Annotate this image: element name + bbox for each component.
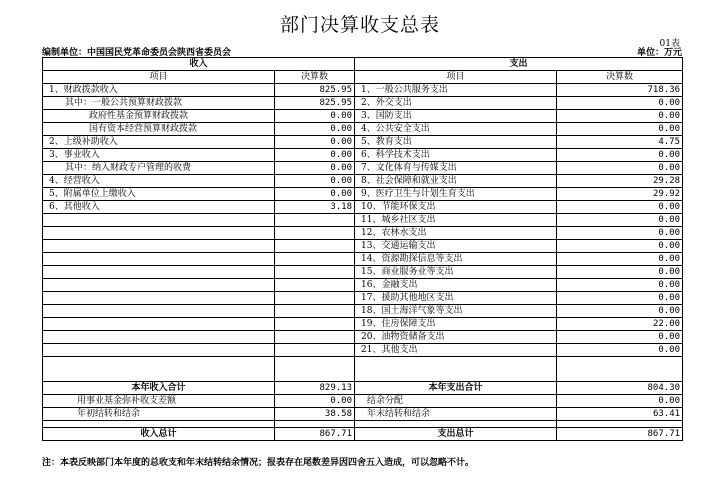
- expense-item-value: 0.00: [557, 214, 683, 227]
- expense-item-label: 2、外交支出: [355, 97, 557, 110]
- empty-cell: [275, 266, 355, 279]
- income-item-label: 国有资本经营预算财政拨款: [43, 123, 275, 136]
- expense-item-value: 0.00: [557, 266, 683, 279]
- empty-cell: [43, 357, 275, 382]
- income-item-header: 项目: [43, 71, 275, 84]
- expense-item-value: 0.00: [557, 344, 683, 357]
- empty-cell: [355, 357, 557, 382]
- income-item-label: 其中：一般公共预算财政拨款: [43, 97, 275, 110]
- expense-item-label: 15、商业服务业等支出: [355, 266, 557, 279]
- income-item-value: 0.00: [275, 136, 355, 149]
- expense-item-value: 0.00: [557, 305, 683, 318]
- expense-item-value: 29.28: [557, 175, 683, 188]
- expense-amount-header: 决算数: [557, 71, 683, 84]
- grand-expense-value: 867.71: [557, 428, 683, 441]
- expense-section-header: 支出: [355, 58, 683, 71]
- reserve-row: [43, 395, 683, 408]
- empty-cell: [43, 227, 275, 240]
- empty-cell: [43, 266, 275, 279]
- grand-expense-label: 支出总计: [355, 428, 557, 441]
- expense-item-value: 0.00: [557, 149, 683, 162]
- table-row: [43, 318, 683, 331]
- income-item-value: 3.18: [275, 201, 355, 214]
- table-row: [43, 123, 683, 136]
- empty-cell: [43, 305, 275, 318]
- table-row: [43, 279, 683, 292]
- income-item-label: 3、事业收入: [43, 149, 275, 162]
- table-row: [43, 344, 683, 357]
- income-item-label: 政府性基金预算财政拨款: [43, 110, 275, 123]
- expense-item-value: 0.00: [557, 162, 683, 175]
- expense-item-label: 3、国防支出: [355, 110, 557, 123]
- expense-item-label: 11、城乡社区支出: [355, 214, 557, 227]
- expense-item-value: 4.75: [557, 136, 683, 149]
- empty-cell: [43, 240, 275, 253]
- empty-cell: [275, 331, 355, 344]
- table-row: [43, 214, 683, 227]
- income-item-label: 其中：纳入财政专户管理的收费: [43, 162, 275, 175]
- table-row: [43, 227, 683, 240]
- empty-cell: [43, 344, 275, 357]
- distribution-value: 0.00: [557, 395, 683, 408]
- expense-item-value: 0.00: [557, 240, 683, 253]
- table-row: [43, 162, 683, 175]
- income-item-label: 5、附属单位上缴收入: [43, 188, 275, 201]
- expense-item-label: 10、节能环保支出: [355, 201, 557, 214]
- income-item-label: 1、财政拨款收入: [43, 84, 275, 97]
- empty-cell: [275, 357, 355, 382]
- section-header-row: [43, 58, 683, 71]
- expense-item-label: 16、金融支出: [355, 279, 557, 292]
- unit-row: [42, 45, 682, 57]
- expense-item-value: 0.00: [557, 292, 683, 305]
- table-row: [43, 149, 683, 162]
- org-label: 编制单位：中国国民党革命委员会陕西省委员会: [42, 48, 232, 58]
- empty-cell: [43, 421, 275, 428]
- expense-item-label: 12、农林水支出: [355, 227, 557, 240]
- spacer-row: [43, 421, 683, 428]
- income-item-value: 0.00: [275, 110, 355, 123]
- empty-cell: [43, 253, 275, 266]
- expense-item-value: 0.00: [557, 331, 683, 344]
- expense-item-label: 21、其他支出: [355, 344, 557, 357]
- empty-cell: [43, 214, 275, 227]
- empty-cell: [275, 240, 355, 253]
- expense-item-label: 18、国土海洋气象等支出: [355, 305, 557, 318]
- income-item-value: 825.95: [275, 97, 355, 110]
- income-total-value: 829.13: [275, 382, 355, 395]
- carry-out-value: 63.41: [557, 408, 683, 421]
- expense-item-value: 0.00: [557, 227, 683, 240]
- column-header-row: [43, 71, 683, 84]
- table-row: [43, 266, 683, 279]
- empty-cell: [275, 253, 355, 266]
- expense-item-label: 17、援助其他地区支出: [355, 292, 557, 305]
- unit-label: 单位：万元: [636, 48, 682, 58]
- income-item-value: 0.00: [275, 149, 355, 162]
- grand-total-row: [43, 428, 683, 441]
- page-title: 部门决算收支总表: [279, 14, 440, 36]
- table-row: [43, 110, 683, 123]
- income-item-value: 0.00: [275, 162, 355, 175]
- table-row: [43, 305, 683, 318]
- empty-cell: [557, 357, 683, 382]
- table-row: [43, 84, 683, 97]
- expense-item-value: 0.00: [557, 279, 683, 292]
- expense-item-label: 7、文化体育与传媒支出: [355, 162, 557, 175]
- expense-item-value: 0.00: [557, 97, 683, 110]
- distribution-label: 结余分配: [355, 395, 557, 408]
- expense-item-label: 8、社会保障和就业支出: [355, 175, 557, 188]
- expense-item-value: 0.00: [557, 110, 683, 123]
- income-amount-header: 决算数: [275, 71, 355, 84]
- empty-cell: [275, 318, 355, 331]
- empty-cell: [275, 214, 355, 227]
- income-total-label: 本年收入合计: [43, 382, 275, 395]
- footnote: 注：本表反映部门本年度的总收支和年末结转结余情况；报表存在尾数差异因四舍五入造成，可以忽略不计。: [42, 458, 475, 468]
- table-row: [43, 136, 683, 149]
- expense-item-value: 0.00: [557, 253, 683, 266]
- expense-item-label: 9、医疗卫生与计划生育支出: [355, 188, 557, 201]
- table-row: [43, 240, 683, 253]
- empty-cell: [275, 305, 355, 318]
- empty-cell: [43, 331, 275, 344]
- table-row: [43, 253, 683, 266]
- grand-income-label: 收入总计: [43, 428, 275, 441]
- expense-item-label: 20、油物资储备支出: [355, 331, 557, 344]
- income-item-label: 4、经营收入: [43, 175, 275, 188]
- empty-cell: [275, 279, 355, 292]
- expense-item-value: 22.00: [557, 318, 683, 331]
- expense-total-value: 804.30: [557, 382, 683, 395]
- expense-item-label: 6、科学技术支出: [355, 149, 557, 162]
- budget-table: [42, 57, 683, 441]
- table-row: [43, 188, 683, 201]
- table-row: [43, 292, 683, 305]
- empty-cell: [275, 421, 355, 428]
- income-item-value: 0.00: [275, 175, 355, 188]
- income-item-value: 825.95: [275, 84, 355, 97]
- expense-item-value: 0.00: [557, 201, 683, 214]
- table-row: [43, 97, 683, 110]
- income-item-label: 2、上级补助收入: [43, 136, 275, 149]
- empty-cell: [275, 292, 355, 305]
- carry-in-label: 年初结转和结余: [43, 408, 275, 421]
- grand-income-value: 867.71: [275, 428, 355, 441]
- carryover-row: [43, 408, 683, 421]
- carry-out-label: 年末结转和结余: [355, 408, 557, 421]
- table-row: [43, 175, 683, 188]
- expense-item-label: 13、交通运输支出: [355, 240, 557, 253]
- expense-item-label: 4、公共安全支出: [355, 123, 557, 136]
- empty-cell: [43, 318, 275, 331]
- expense-total-label: 本年支出合计: [355, 382, 557, 395]
- expense-item-value: 718.36: [557, 84, 683, 97]
- empty-cell: [43, 279, 275, 292]
- reserve-label: 用事业基金弥补收支差额: [43, 395, 275, 408]
- income-section-header: 收入: [43, 58, 355, 71]
- empty-cell: [275, 227, 355, 240]
- expense-item-label: 19、住房保障支出: [355, 318, 557, 331]
- expense-item-value: 29.92: [557, 188, 683, 201]
- table-row: [43, 331, 683, 344]
- expense-item-label: 14、资源勘探信息等支出: [355, 253, 557, 266]
- expense-item-label: 5、教育支出: [355, 136, 557, 149]
- income-item-value: 0.00: [275, 188, 355, 201]
- reserve-value: 0.00: [275, 395, 355, 408]
- form-number: 01表: [659, 39, 680, 49]
- empty-cell: [275, 344, 355, 357]
- income-item-label: 6、其他收入: [43, 201, 275, 214]
- expense-item-value: 0.00: [557, 123, 683, 136]
- expense-item-header: 项目: [355, 71, 557, 84]
- carry-in-value: 38.58: [275, 408, 355, 421]
- empty-cell: [557, 421, 683, 428]
- empty-cell: [43, 292, 275, 305]
- empty-cell: [355, 421, 557, 428]
- table-row: [43, 201, 683, 214]
- annual-total-row: [43, 382, 683, 395]
- expense-item-label: 1、一般公共服务支出: [355, 84, 557, 97]
- income-item-value: 0.00: [275, 123, 355, 136]
- spacer-row: [43, 357, 683, 382]
